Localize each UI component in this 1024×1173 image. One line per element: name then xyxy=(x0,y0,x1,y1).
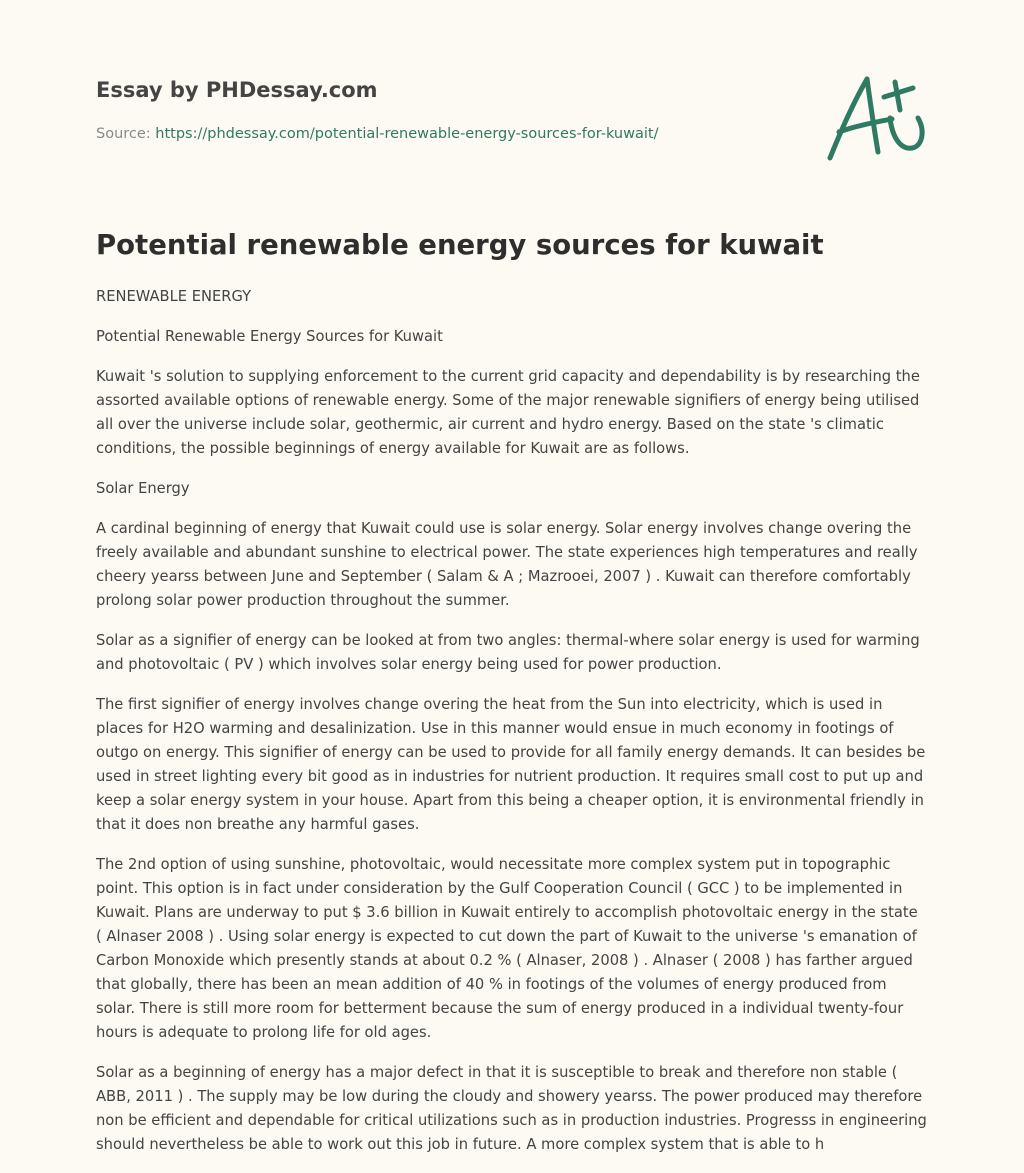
essay-paragraph: Solar as a signifier of energy can be looked at from two angles: thermal-where solar energy is used for warming and photovoltaic ( PV ) which involves solar energy being used for power production. xyxy=(96,632,920,673)
site-header xyxy=(96,76,796,144)
essay-paragraph: A cardinal beginning of energy that Kuwait could use is solar energy. Solar energy involves change overing the freely available and abundant sunshine to electrical power. The state experiences high temperatures and really cheery yearss between June and September ( Salam & A ; Mazrooei, 2007 ) . Kuwait can therefore comfortably prolong solar power production throughout the summer. xyxy=(96,520,918,609)
essay-paragraph: RENEWABLE ENERGY xyxy=(96,288,252,305)
a-plus-logo-icon xyxy=(822,66,928,166)
essay-paragraph: The 2nd option of using sunshine, photovoltaic, would necessitate more complex system put in topographic point. This option is in fact under consideration by the Gulf Cooperation Council ( GCC ) to be implemented in Kuwait. Plans are underway to put $ 3.6 billion in Kuwait entirely to accomplish photovoltaic energy in the state ( Alnaser 2008 ) . Using solar energy is expected to cut down the part of Kuwait to the universe 's emanation of Carbon Monoxide which presently stands at about 0.2 % ( Alnaser, 2008 ) . Alnaser ( 2008 ) has farther argued that globally, there has been an mean addition of 40 % in footings of the volumes of energy produced from solar. There is still more room for betterment because the sum of energy produced in a individual twenty-four hours is adequate to prolong life for old ages. xyxy=(96,856,918,1041)
source-line xyxy=(96,124,796,144)
essay-paragraph: Solar as a beginning of energy has a major defect in that it is susceptible to break and therefore non stable ( ABB, 2011 ) . The supply may be low during the cloudy and showery yearss. The power produced may therefore non be efficient and dependable for critical utilizations such as in production industries. Progresss in engineering should nevertheless be able to work out this job in future. A more complex system that is able to h xyxy=(96,1064,927,1153)
source-label: Source: xyxy=(96,126,156,142)
essay-paragraph: Solar Energy xyxy=(96,480,190,497)
essay-body xyxy=(96,285,928,1157)
source-link[interactable]: https://phdessay.com/potential-renewable-energy-sources-for-kuwait/ xyxy=(155,126,659,142)
essay-paragraph: The first signifier of energy involves change overing the heat from the Sun into electricity, which is used in places for H2O warming and desalinization. Use in this manner would ensue in much economy in footings of outgo on energy. This signifier of energy can be used to provide for all family energy demands. It can besides be used in street lighting every bit good as in industries for nutrient production. It requires small cost to put up and keep a solar energy system in your house. Apart from this being a cheaper option, it is environmental friendly in that it does non breathe any harmful gases. xyxy=(96,696,926,833)
essay-paragraph: Kuwait 's solution to supplying enforcement to the current grid capacity and dependability is by researching the assorted available options of renewable energy. Some of the major renewable signifiers of energy being utilised all over the universe include solar, geothermic, air current and hydro energy. Based on the state 's climatic conditions, the possible beginnings of energy available for Kuwait are as follows. xyxy=(96,368,920,457)
site-title: Essay by PHDessay.com xyxy=(96,78,378,102)
essay-content xyxy=(96,226,928,1173)
essay-title: Potential renewable energy sources for kuwait xyxy=(96,229,824,261)
essay-paragraph: Potential Renewable Energy Sources for Kuwait xyxy=(96,328,443,345)
